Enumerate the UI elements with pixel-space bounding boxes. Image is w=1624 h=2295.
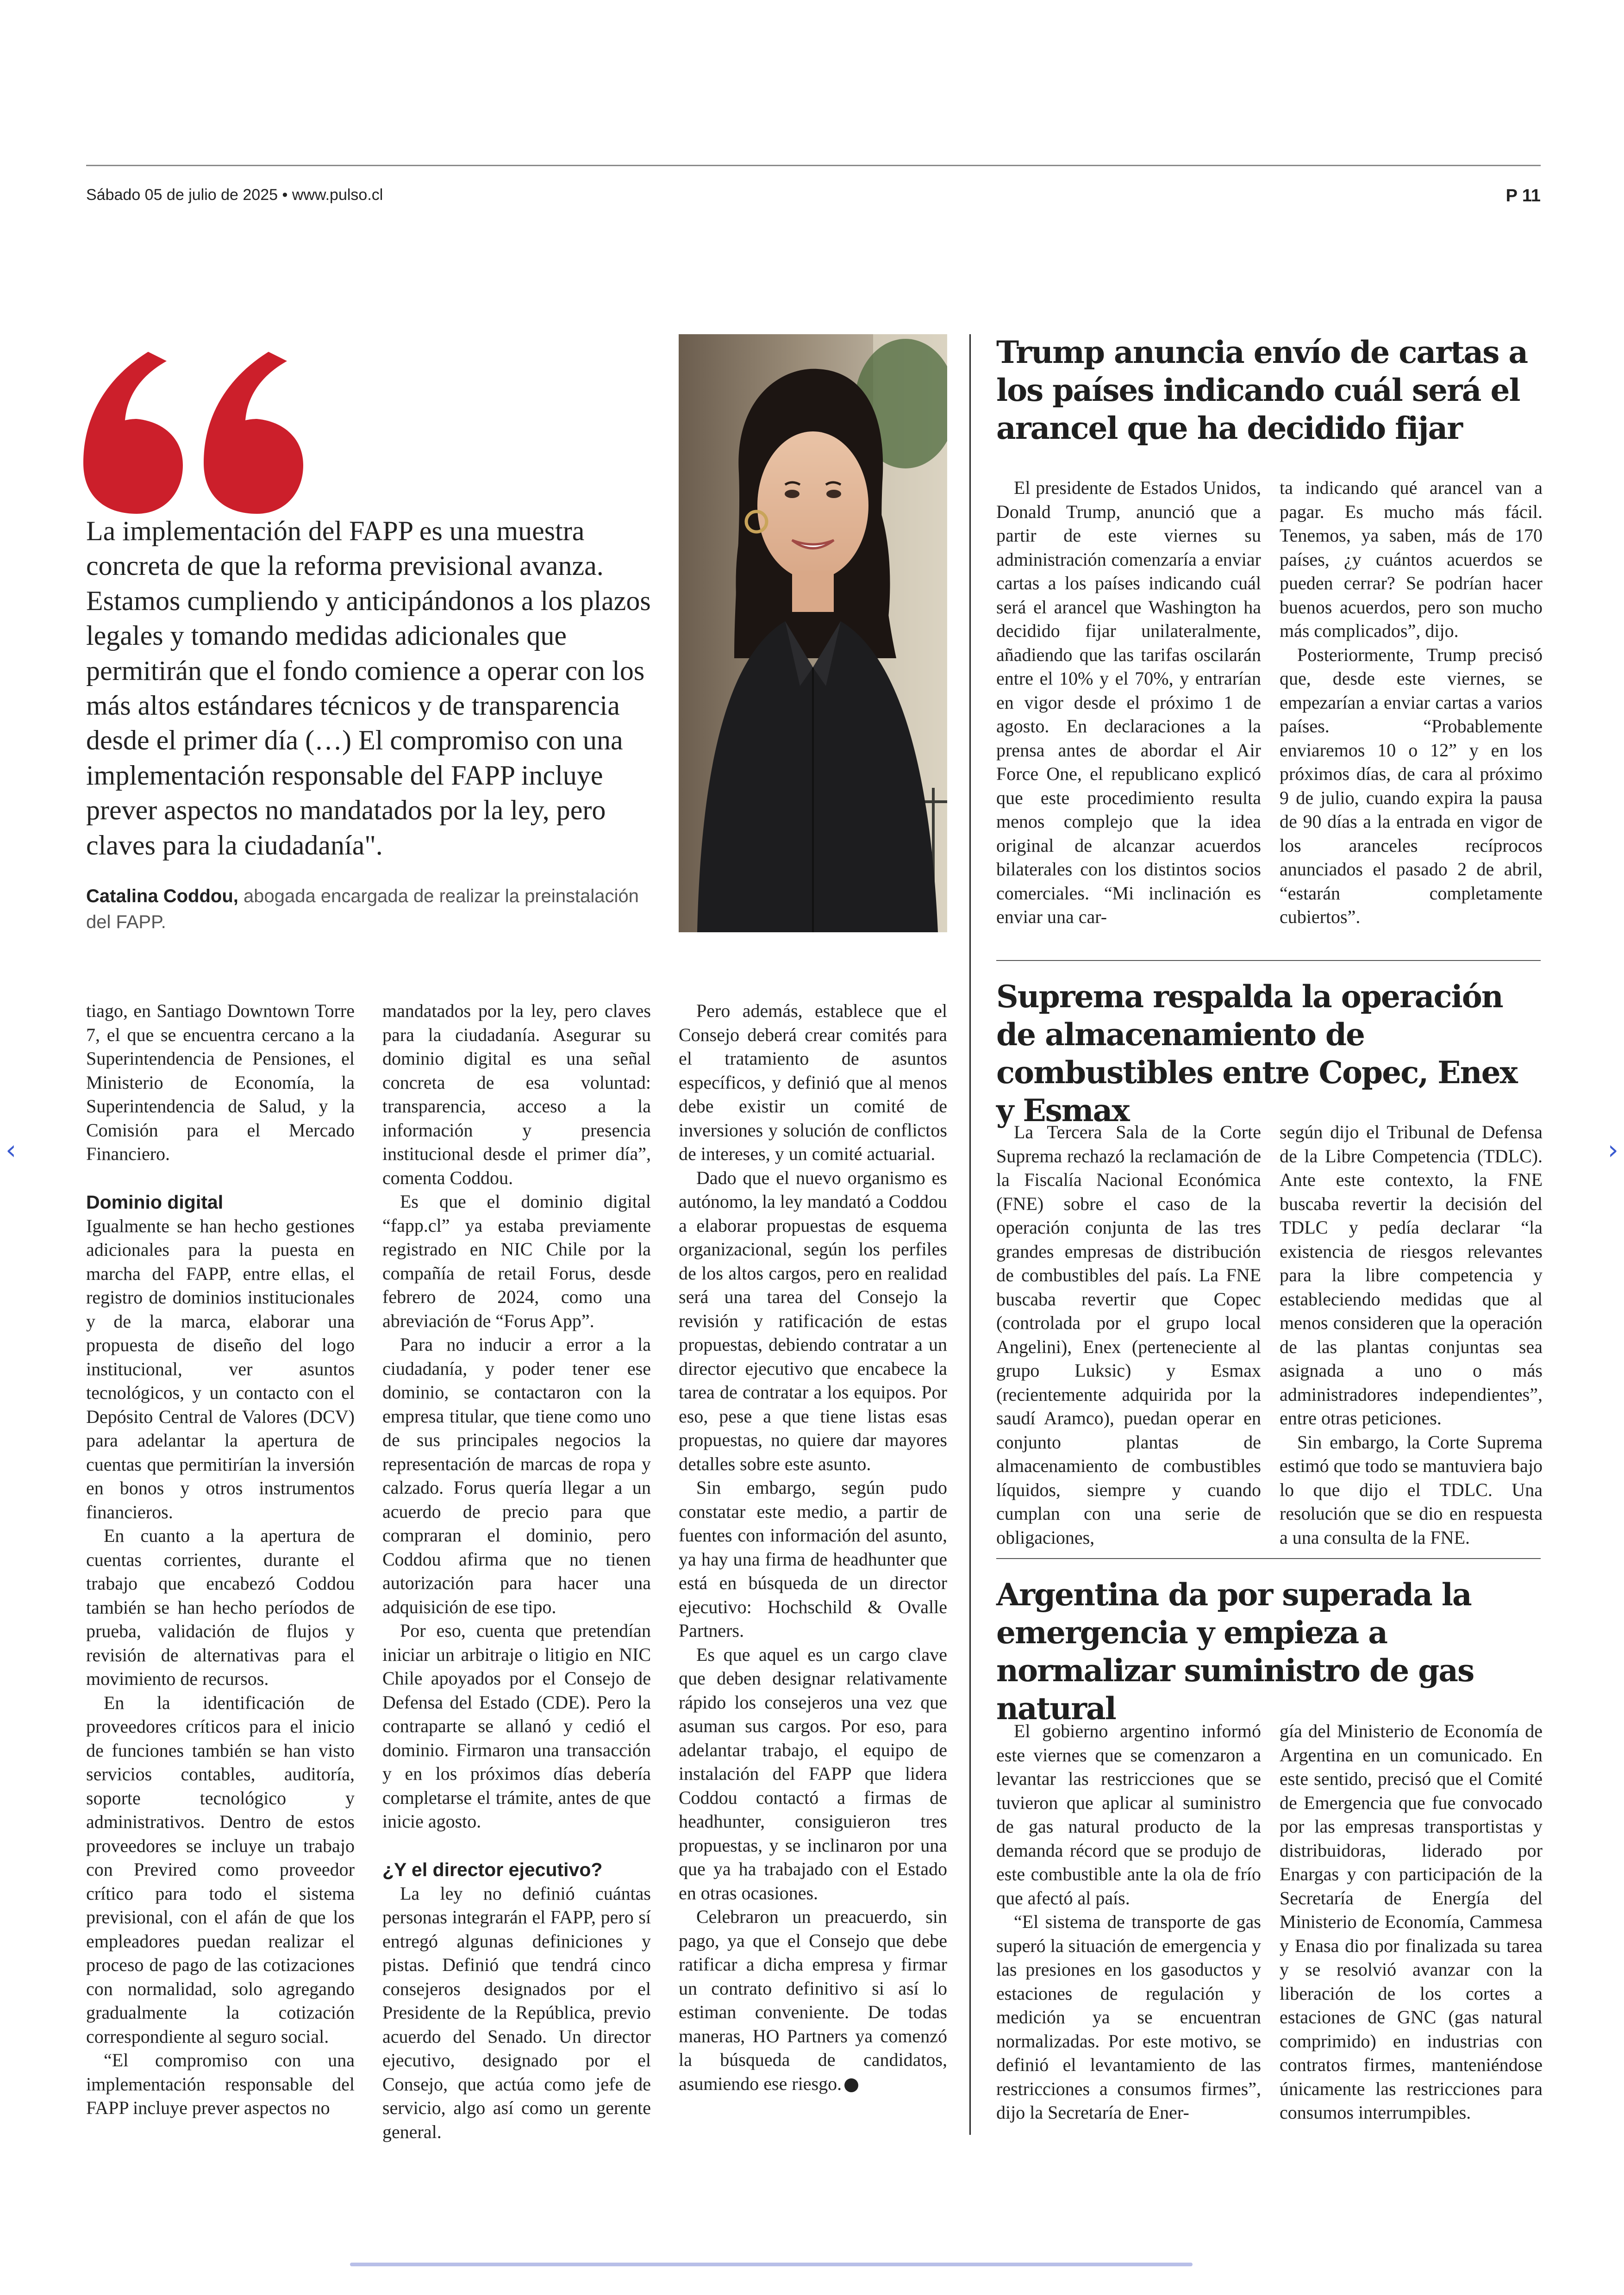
scrollbar-thumb[interactable] (350, 2263, 1193, 2266)
portrait-photo (679, 334, 947, 932)
main-article-col1 (86, 999, 355, 2120)
header-rule (86, 165, 1541, 166)
paragraph: “El sistema de transporte de gas superó la situación de emergencia y las presiones en los gasoductos y estaciones de regulación y medición ya se encuentran normalizadas. Por este motivo, se definió el levantamiento de las restricciones a consumos firmes”, dijo la Secretaría de Ener- (996, 1911, 1261, 2123)
paragraph: gía del Ministerio de Economía de Argentina en un comunicado. En este sentido, precisó que el Comité de Emergencia que fue convocado por las empresas transportistas y distribuidoras, liderado por Enargas y con participación de la Secretaría de Energía del Ministerio de Economía, Cammesa y Enasa dio por finalizada su tarea y se resolvió avanzar con la liberación de los cortes a estaciones de GNC (gas natural comprimido) en industrias con contratos firmes, manteniéndose únicamente las restricciones para consumos interrumpibles. (1280, 1721, 1543, 2123)
paragraph: El gobierno argentino informó este viernes que se comenzaron a levantar las restricciones que se tuvieron que aplicar al suministro de gas natural producto de la demanda récord que se produjo de este combustible ante la ola de frío que afectó al país. (996, 1721, 1261, 1908)
header-date-site: Sábado 05 de julio de 2025 • www.pulso.cl (86, 186, 383, 204)
quote-attribution (86, 883, 665, 935)
column-divider (969, 334, 971, 2135)
brief-argentina-col2 (1280, 1719, 1543, 2125)
horizontal-scrollbar[interactable] (350, 2263, 1193, 2266)
subhead-dominio-digital: Dominio digital (86, 1191, 224, 1213)
paragraph: El presidente de Estados Unidos, Donald Trump, anunció que a partir de este viernes su administración comenzaría a enviar cartas a los países indicando cuál será el arancel que Washington ha decidido fijar unilateralmente, añadiendo que las tarifas oscilarán entre el 10% y el 70%, y entrarían en vigor desde el próximo 1 de agosto. En declaraciones a la prensa antes de abordar el Air Force One, el republicano explicó que este procedimiento resulta menos complejo que la idea original de alcanzar acuerdos bilaterales con los distintos socios comerciales. “Mi inclinación es enviar una car- (996, 477, 1261, 927)
main-article-col2 (382, 999, 651, 2144)
pull-quote-text: La implementación del FAPP es una muestra concreta de que la reforma previsional avanza. Estamos cumpliendo y anticipándonos a los plazos legales y tomando medidas adicionales que permitirán que el fondo comience a operar con los más altos estándares técnicos y de transparencia desde el primer día (…) El compromiso con una implementación responsable del FAPP incluye prever aspectos no mandatados por la ley, pero claves para la ciudadanía". (86, 516, 651, 861)
brief-trump-col2 (1280, 476, 1543, 929)
paragraph-text: Celebraron un preacuerdo, sin pago, ya que el Consejo que debe ratificar a dicha empresa y firmar un contrato definitivo si así lo estiman conveniente. De todas maneras, HO Partners ya comenzó la búsqueda de candidatos, asumiendo ese riesgo. (679, 1906, 947, 2094)
paragraph: Sin embargo, según pudo constatar este medio, a partir de fuentes con información del asunto, ya hay una firma de headhunter que está en búsqueda de un director ejecutivo: Hochschild & Ovalle Partners. (679, 1477, 947, 1641)
chevron-left-icon[interactable]: ‹ (6, 1134, 17, 1166)
chevron-right-icon[interactable]: › (1607, 1134, 1618, 1166)
paragraph: Posteriormente, Trump precisó que, desde este viernes, se empezarían a enviar cartas a varios países. “Probablemente enviaremos 10 o 12” y en los próximos días, de cara al próximo 9 de julio, cuando expira la pausa de 90 días a la entrada en vigor de los aranceles recíprocos anunciados el pasado 2 de abril, “estarán completamente cubiertos”. (1280, 644, 1543, 927)
main-article-col3 (679, 999, 947, 2095)
brief-trump-headline: Trump anuncia envío de cartas a los países indicando cuál será el arancel que ha decidido fijar (996, 334, 1528, 446)
paragraph: Pero además, establece que el Consejo deberá crear comités para el tratamiento de asuntos específicos, y definió que al menos debe existir un comité de inversiones y solución de conflictos de intereses, y un comité actuarial. (679, 1000, 947, 1164)
paragraph: ta indicando qué arancel van a pagar. Es mucho más fácil. Tenemos, ya saben, más de 170 países, ¿y cuántos acuerdos se pueden cerrar? Se podrían hacer buenos acuerdos, pero son mucho más complicados”, dijo. (1280, 477, 1543, 641)
paragraph: En cuanto a la apertura de cuentas corrientes, durante el trabajo que encabezó Coddou también se han hecho períodos de prueba, validación de flujos y revisión de alternativas para el movimiento de recursos. (86, 1525, 355, 1689)
paragraph: Igualmente se han hecho gestiones adicionales para la puesta en marcha del FAPP, entre ellas, el registro de dominios institucionales y de la marca, elaborar una propuesta de diseño del logo institucional, ver asuntos tecnológicos, y un contacto con el Depósito Central de Valores (DCV) para adelantar la apertura de cuentas que permitirían la inversión en bonos y otros instrumentos financieros. (86, 1215, 355, 1522)
paragraph: mandatados por la ley, pero claves para la ciudadanía. Asegurar su dominio digital es una señal concreta de esa voluntad: transparencia, acceso a la información y presencia institucional desde el primer día”, comenta Coddou. (382, 1000, 651, 1188)
paragraph (679, 1905, 947, 2095)
paragraph: Es que el dominio digital “fapp.cl” ya estaba previamente registrado en NIC Chile por la compañía de retail Forus, desde febrero de 2024, como una abreviación de “Forus App”. (382, 1191, 651, 1331)
quote-author: Catalina Coddou, (86, 886, 238, 906)
section-rule (996, 1558, 1541, 1559)
paragraph: tiago, en Santiago Downtown Torre 7, el que se encuentra cercano a la Superintendencia de Pensiones, el Ministerio de Economía, la Superintendencia de Salud, y la Comisión para el Mercado Financiero. (86, 1000, 355, 1164)
paragraph: Sin embargo, la Corte Suprema estimó que todo se mantuviera bajo lo que dijo el TDLC. Una resolución que se dio en respuesta a una consulta de la FNE. (1280, 1431, 1543, 1548)
paragraph: La Tercera Sala de la Corte Suprema rechazó la reclamación de la Fiscalía Nacional Económica (FNE) sobre el caso de la operación conjunta de las tres grandes empresas de distribución de combustibles del país. La FNE buscaba revertir que Copec (controlada por el grupo local Angelini), Enex (perteneciente al grupo Luksic) y Esmax (recientemente adquirida por la saudí Aramco), puedan operar en conjunto plantas de almacenamiento de combustibles líquidos, siempre y cuando cumplan con una serie de obligaciones, (996, 1122, 1261, 1548)
paragraph: Por eso, cuenta que pretendían iniciar un arbitraje o litigio en NIC Chile apoyados por el Consejo de Defensa del Estado (CDE). Pero la contraparte se allanó y cedió el dominio. Firmaron una transacción y en los próximos días debería completarse el trámite, antes de que inicie agosto. (382, 1620, 651, 1832)
paragraph: Para no inducir a error a la ciudadanía, y poder tener ese dominio, se contactaron con la empresa titular, que tiene como uno de sus principales negocios la representación de marcas de ropa y calzado. Forus quería llegar a un acuerdo de precio para que compraran el dominio, pero Coddou afirma que no tienen autorización para hacer una adquisición de ese tipo. (382, 1334, 651, 1617)
paragraph: Es que aquel es un cargo clave que deben designar relativamente rápido los consejeros una vez que asuman sus cargos. Por eso, para adelantar trabajo, el equipo de instalación del FAPP que lidera Coddou contactó a firmas de headhunter, consiguieron tres propuestas, y se inclinaron por una que ya ha trabajado con el Estado en otras ocasiones. (679, 1644, 947, 1903)
brief-suprema-col2 (1280, 1120, 1543, 1549)
brief-suprema-col1 (996, 1120, 1261, 1549)
brief-trump-col1 (996, 476, 1261, 929)
end-of-article-icon (844, 2078, 858, 2092)
paragraph: Dado que el nuevo organismo es autónomo, la ley mandató a Coddou a elaborar propuestas de esquema organizacional, según los perfiles de los altos cargos, pero en realidad será una tarea del Consejo la revisión y ratificación de estas propuestas, debiendo contratar a un director ejecutivo que encabece la tarea de contratar a los equipos. Por eso, pese a que tiene listas esas propuestas, no quiere dar mayores detalles sobre este asunto. (679, 1167, 947, 1474)
paragraph: En la identificación de proveedores críticos para el inicio de funciones también se han visto servicios contables, auditoría, soporte tecnológico y administrativos. Dentro de estos proveedores se incluye un trabajo con Previred como proveedor crítico para todo el sistema previsional, con el afán de que los empleadores puedan realizar el proceso de pago de las cotizaciones con normalidad, solo agregando gradualmente la cotización correspondiente al seguro social. (86, 1692, 355, 2047)
paragraph: según dijo el Tribunal de Defensa de la Libre Competencia (TDLC). Ante este contexto, la FNE buscaba revertir la decisión del TDLC y pedía declarar “la existencia de riesgos relevantes para la libre competencia y estableciendo medidas que al menos consideren que la operación de las plantas conjuntas sea asignada a uno o más administradores independientes”, entre otras peticiones. (1280, 1122, 1543, 1428)
brief-argentina-col1 (996, 1719, 1261, 2125)
paragraph: La ley no definió cuántas personas integrarán el FAPP, pero sí entregó algunas definiciones y pistas. Definió que tendrá cinco consejeros designados por el Presidente de la República, previo acuerdo del Senado. Un director ejecutivo, designado por el Consejo, que actúa como jefe de servicio, algo así como un gerente general. (382, 1883, 651, 2142)
paragraph: “El compromiso con una implementación responsable del FAPP incluye prever aspectos no (86, 2050, 355, 2118)
quote-mark-icon (79, 324, 306, 518)
quote-author-role: abogada encargada de realizar la preinstalación del FAPP. (86, 886, 639, 932)
section-rule (996, 960, 1541, 961)
subhead-director-ejecutivo: ¿Y el director ejecutivo? (382, 1858, 603, 1880)
page-number: P 11 (1505, 186, 1541, 206)
brief-argentina-headline: Argentina da por superada la emergencia y empieza a normalizar suministro de gas natural (996, 1577, 1474, 1727)
brief-suprema-headline: Suprema respalda la operación de almacenamiento de combustibles entre Copec, Enex y Esmax (996, 979, 1517, 1129)
